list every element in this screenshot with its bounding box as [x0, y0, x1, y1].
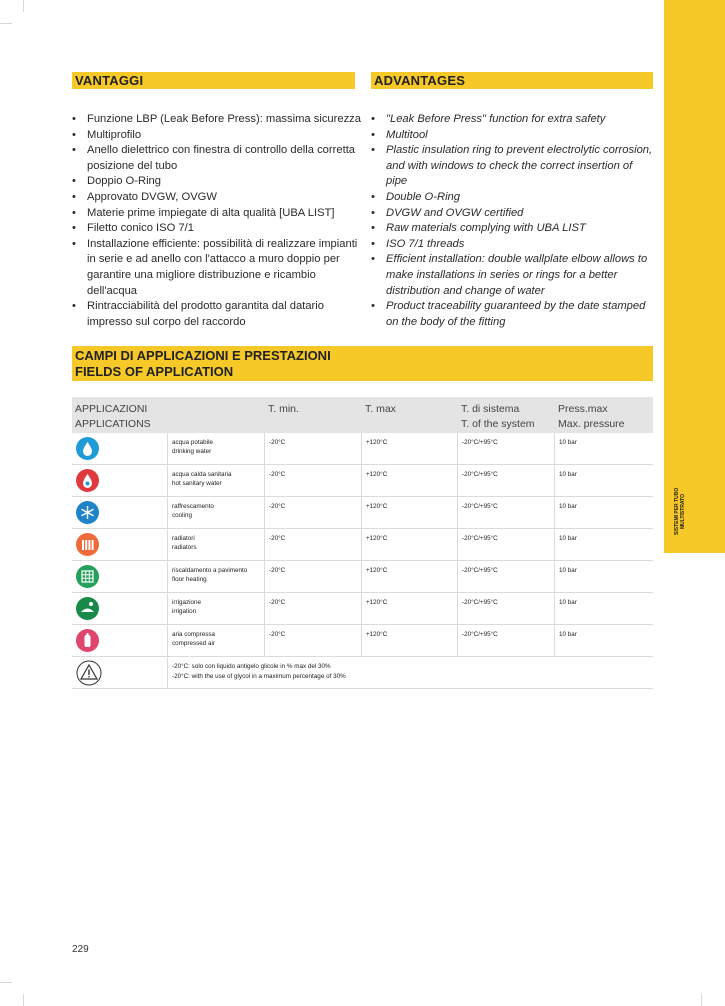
fields-of-application-header — [72, 346, 653, 381]
table-header — [72, 397, 653, 433]
tmin-value: -20°C — [265, 593, 362, 624]
table-body — [72, 433, 653, 657]
list-item: • Installazione efficiente: possibilità di realizzare impianti in serie e ad anello con l'attacco a muro doppio per garantire una migliore distribuzione e ricambio dell'acqua — [72, 237, 362, 299]
irrigation-icon — [76, 597, 99, 620]
tsys-value: -20°C/+95°C — [458, 465, 555, 496]
list-item: • Materie prime impiegate di alta qualità [UBA LIST] — [72, 206, 362, 222]
applications-table — [72, 397, 653, 689]
side-tab-line1: SISTEMI PER TUBO — [674, 487, 680, 535]
list-item: • Funzione LBP (Leak Before Press): massima sicurezza — [72, 112, 362, 128]
press-value: 10 bar — [559, 471, 577, 478]
tmin-value: -20°C — [265, 625, 362, 656]
tmax-value: +120°C — [362, 433, 458, 464]
list-item: • Filetto conico ISO 7/1 — [72, 221, 362, 237]
advantages-title: ADVANTAGES — [374, 73, 466, 88]
tmax-value: +120°C — [362, 593, 458, 624]
table-row — [72, 433, 653, 465]
press-value: 10 bar — [559, 503, 577, 510]
fields-title-it: CAMPI DI APPLICAZIONI E PRESTAZIONI — [75, 348, 331, 363]
list-item: • Multitool — [371, 128, 656, 144]
side-tab-label — [674, 475, 686, 535]
vantaggi-header — [72, 72, 355, 89]
side-tab-line2: MULTISTRATO — [680, 494, 686, 529]
application-name: radiatori radiators — [168, 529, 265, 560]
header-tmin: T. min. — [268, 403, 299, 415]
note-row — [72, 657, 653, 689]
list-item: • ISO 7/1 threads — [371, 237, 656, 253]
table-row — [72, 593, 653, 625]
press-value: 10 bar — [559, 599, 577, 606]
header-applications: APPLICAZIONI APPLICATIONS — [75, 403, 151, 430]
floor-heating-icon — [76, 565, 99, 588]
list-item: • Anello dielettrico con finestra di controllo della corretta posizione del tubo — [72, 143, 362, 174]
application-name: raffrescamento cooling — [168, 497, 265, 528]
tsys-value: -20°C/+95°C — [458, 497, 555, 528]
vantaggi-list — [72, 112, 362, 330]
tsys-value: -20°C/+95°C — [458, 529, 555, 560]
snowflake-icon — [76, 501, 99, 524]
note-it: -20°C: solo con liquido antigelo glicole in % max del 30% — [172, 663, 331, 670]
press-value: 10 bar — [559, 567, 577, 574]
list-item: • Multiprofilo — [72, 128, 362, 144]
tmax-value: +120°C — [362, 625, 458, 656]
table-row — [72, 465, 653, 497]
crop-mark — [0, 23, 12, 24]
list-item: • Raw materials complying with UBA LIST — [371, 221, 656, 237]
header-pressure: Press.max Max. pressure — [558, 403, 625, 430]
press-value: 10 bar — [559, 439, 577, 446]
tsys-value: -20°C/+95°C — [458, 561, 555, 592]
crop-mark — [23, 994, 24, 1006]
list-item: • Efficient installation: double wallplate elbow allows to make installations in series or rings for a better distribution and change of water — [371, 252, 656, 299]
page-number: 229 — [72, 944, 89, 955]
tmax-value: +120°C — [362, 465, 458, 496]
application-name: aria compressa compressed air — [168, 625, 265, 656]
application-name: riscaldamento a pavimento floor heating — [168, 561, 265, 592]
application-name: irrigazione irrigation — [168, 593, 265, 624]
tsys-value: -20°C/+95°C — [458, 433, 555, 464]
header-tmax: T. max — [365, 403, 396, 415]
advantages-header — [371, 72, 653, 89]
list-item: • Doppio O-Ring — [72, 174, 362, 190]
list-item: • Rintracciabilità del prodotto garantita dal datario impresso sul corpo del raccordo — [72, 299, 362, 330]
tmax-value: +120°C — [362, 561, 458, 592]
water-drop-icon — [76, 437, 99, 460]
tmin-value: -20°C — [265, 561, 362, 592]
crop-mark — [701, 994, 702, 1006]
application-name: acqua calda sanitaria hot sanitary water — [168, 465, 265, 496]
advantages-list — [371, 112, 656, 330]
tmin-value: -20°C — [265, 433, 362, 464]
tmax-value: +120°C — [362, 529, 458, 560]
section-side-tab — [664, 0, 725, 553]
table-row — [72, 497, 653, 529]
hot-water-drop-icon — [76, 469, 99, 492]
list-item: • Product traceability guaranteed by the date stamped on the body of the fitting — [371, 299, 656, 330]
application-name: acqua potabile drinking water — [168, 433, 265, 464]
header-tsystem: T. di sistema T. of the system — [461, 403, 535, 430]
list-item: • Double O-Ring — [371, 190, 656, 206]
radiator-icon — [76, 533, 99, 556]
tmin-value: -20°C — [265, 497, 362, 528]
list-item: • Plastic insulation ring to prevent electrolytic corrosion, and with windows to check the correct insertion of pipe — [371, 143, 656, 190]
glycol-note — [172, 662, 346, 682]
press-value: 10 bar — [559, 535, 577, 542]
tmin-value: -20°C — [265, 465, 362, 496]
table-row — [72, 561, 653, 593]
crop-mark — [23, 0, 24, 12]
tmin-value: -20°C — [265, 529, 362, 560]
list-item: • Approvato DVGW, OVGW — [72, 190, 362, 206]
press-value: 10 bar — [559, 631, 577, 638]
crop-mark — [0, 982, 12, 983]
compressed-air-icon — [76, 629, 99, 652]
tsys-value: -20°C/+95°C — [458, 625, 555, 656]
note-en: -20°C: with the use of glycol in a maximum percentage of 30% — [172, 673, 346, 680]
vantaggi-title: VANTAGGI — [75, 73, 144, 88]
table-row — [72, 529, 653, 561]
list-item: • DVGW and OVGW certified — [371, 206, 656, 222]
table-row — [72, 625, 653, 657]
warning-icon — [76, 660, 102, 686]
list-item: • "Leak Before Press" function for extra safety — [371, 112, 656, 128]
tsys-value: -20°C/+95°C — [458, 593, 555, 624]
fields-title-en: FIELDS OF APPLICATION — [75, 364, 234, 379]
tmax-value: +120°C — [362, 497, 458, 528]
